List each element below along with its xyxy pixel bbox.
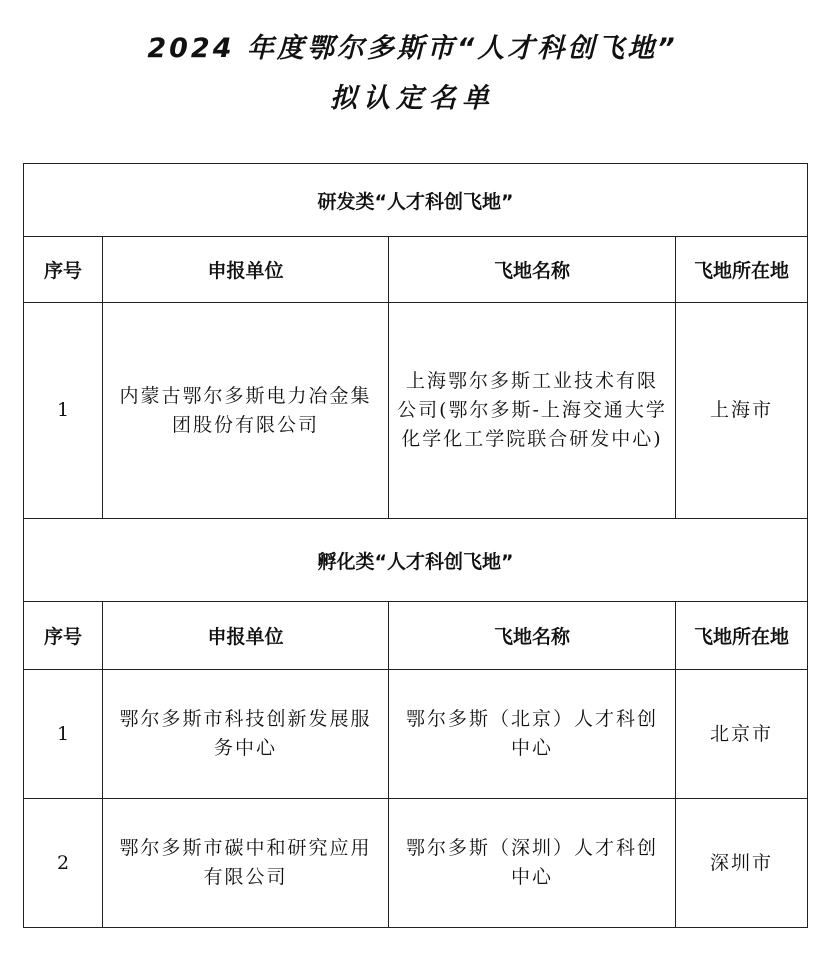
row-location: 北京市 [676,670,808,799]
document-title-line-2: 拟认定名单 [330,83,495,114]
section-heading-row [24,519,808,602]
section-heading-row [24,164,808,237]
section-heading-rd: 研发类“人才科创飞地” [24,164,808,237]
column-header-location: 飞地所在地 [676,237,808,303]
document-title-line-1: 2024 年度鄂尔多斯市“人才科创飞地” [147,33,678,64]
row-enclave-name: 鄂尔多斯（深圳）人才科创中心 [389,799,676,928]
row-enclave-name: 上海鄂尔多斯工业技术有限公司(鄂尔多斯-上海交通大学化学化工学院联合研发中心) [389,303,676,519]
row-index: 1 [24,303,103,519]
roster-table [23,163,808,928]
row-applicant: 内蒙古鄂尔多斯电力冶金集团股份有限公司 [103,303,389,519]
row-location: 上海市 [676,303,808,519]
column-header-location: 飞地所在地 [676,602,808,670]
table-row [24,303,808,519]
table-header-row [24,602,808,670]
row-applicant: 鄂尔多斯市科技创新发展服务中心 [103,670,389,799]
row-index: 2 [24,799,103,928]
row-applicant: 鄂尔多斯市碳中和研究应用有限公司 [103,799,389,928]
column-header-applicant: 申报单位 [103,602,389,670]
table-row [24,799,808,928]
column-header-applicant: 申报单位 [103,237,389,303]
column-header-enclave-name: 飞地名称 [389,602,676,670]
row-enclave-name: 鄂尔多斯（北京）人才科创中心 [389,670,676,799]
table-header-row [24,237,808,303]
table-row [24,670,808,799]
column-header-index: 序号 [24,602,103,670]
column-header-index: 序号 [24,237,103,303]
column-header-enclave-name: 飞地名称 [389,237,676,303]
section-heading-incubation: 孵化类“人才科创飞地” [24,519,808,602]
row-index: 1 [24,670,103,799]
row-location: 深圳市 [676,799,808,928]
